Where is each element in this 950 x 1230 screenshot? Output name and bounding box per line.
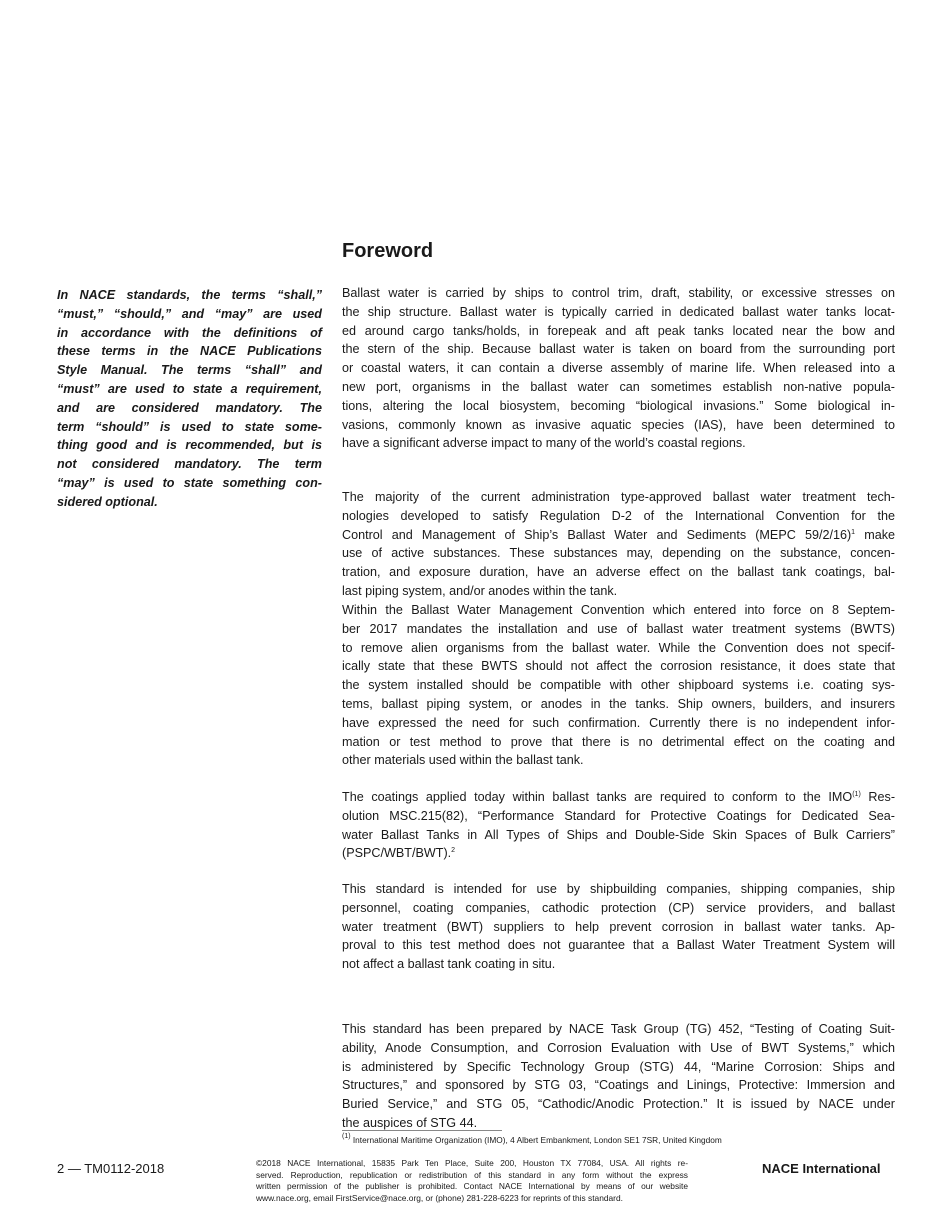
line-text: the ship structure. Ballast water is typically carried in dedicated ballast water tanks locat- bbox=[342, 304, 895, 319]
line-text: Control and Management of Ship’s Ballast Water and Sediments (MEPC 59/2/16) bbox=[342, 527, 852, 542]
text-line bbox=[342, 733, 895, 752]
text-line bbox=[342, 359, 895, 378]
line-text: to remove alien organisms from the ballast water. While the Convention does not specif- bbox=[342, 640, 895, 655]
line-text: This standard is intended for use by shipbuilding companies, shipping companies, ship bbox=[342, 882, 895, 896]
copyright-line: served. Reproduction, republication or redistribution of this standard in any form without the express bbox=[256, 1169, 688, 1180]
text-line bbox=[342, 582, 895, 601]
text-line bbox=[342, 434, 895, 453]
line-text: The majority of the current administration type-approved ballast water treatment tech- bbox=[342, 490, 895, 504]
note-line: Style Manual. The terms “shall” and bbox=[57, 363, 322, 378]
text-line bbox=[342, 416, 895, 435]
text-line bbox=[342, 322, 895, 341]
note-line: “must” are used to state a requirement, bbox=[57, 381, 322, 396]
text-line bbox=[342, 1039, 895, 1058]
line-text: ed around cargo tanks/holds, in forepeak and aft peak tanks located near the bow and bbox=[342, 323, 895, 338]
line-text: is administered by Specific Technology Group (STG) 44, “Marine Corrosion: Ships and bbox=[342, 1059, 895, 1074]
line-text: tration, and exposure duration, have an adverse effect on the ballast tank coatings, bal- bbox=[342, 565, 895, 580]
paragraph-5 bbox=[342, 880, 895, 974]
page-number-label: 2 — TM0112-2018 bbox=[57, 1161, 165, 1176]
terms-note bbox=[57, 286, 322, 512]
line-text: have expressed the need for such confirmation. Currently there is no independent infor- bbox=[342, 715, 895, 730]
text-line bbox=[342, 657, 895, 676]
line-text: water treatment (BWT) suppliers to help prevent corrosion in ballast water tanks. Ap- bbox=[342, 919, 895, 934]
text-line bbox=[342, 488, 895, 507]
paragraph-6 bbox=[342, 1020, 895, 1133]
text-line bbox=[342, 1058, 895, 1077]
text-line bbox=[342, 340, 895, 359]
line-text: (PSPC/WBT/BWT). bbox=[342, 846, 452, 861]
text-line bbox=[342, 695, 895, 714]
text-line bbox=[342, 544, 895, 563]
line-text: Buried Service,” and STG 05, “Cathodic/Anodic Protection.” It is issued by NACE under bbox=[342, 1097, 895, 1112]
line-text: the stern of the ship. Because ballast water is taken on board from the surrounding port bbox=[342, 342, 895, 357]
line-text: not affect a ballast tank coating in situ. bbox=[342, 957, 556, 972]
text-line bbox=[342, 620, 895, 639]
text-line bbox=[342, 880, 895, 899]
footnote-text: International Maritime Organization (IMO), 4 Albert Embankment, London SE1 7SR, United Kingdom bbox=[350, 1135, 722, 1145]
note-line: term “should” is used to state some- bbox=[57, 419, 322, 434]
text-line bbox=[342, 507, 895, 526]
text-line bbox=[342, 601, 895, 620]
line-text: tions, altering the local biosystem, becoming “biological invasions.” Some biological in- bbox=[342, 398, 895, 413]
line-text: personnel, coating companies, cathodic protection (CP) service providers, and ballast bbox=[342, 900, 895, 915]
line-text: mation or test method to prove that there is no detrimental effect on the coating and bbox=[342, 734, 895, 749]
text-line bbox=[342, 378, 895, 397]
copyright-notice bbox=[256, 1158, 688, 1204]
text-line bbox=[342, 899, 895, 918]
text-line bbox=[342, 526, 895, 545]
note-line: not considered mandatory. The term bbox=[57, 457, 322, 472]
note-line: sidered optional. bbox=[57, 494, 158, 509]
line-text: The coatings applied today within ballast tanks are required to conform to the IMO bbox=[342, 790, 853, 804]
line-text: nologies developed to satisfy Regulation D-2 of the International Convention for the bbox=[342, 508, 895, 523]
note-line: thing good and is recommended, but is bbox=[57, 438, 322, 453]
line-text: ically state that these BWTS should not affect the corrosion resistance, it does state that bbox=[342, 659, 895, 674]
line-text: ability, Anode Consumption, and Corrosion Evaluation with Use of BWT Systems,” which bbox=[342, 1040, 895, 1055]
line-text: olution MSC.215(82), “Performance Standard for Protective Coatings for Dedicated Sea- bbox=[342, 808, 895, 823]
line-text: new port, organisms in the ballast water can sometimes establish non-native popula- bbox=[342, 379, 895, 394]
text-line bbox=[342, 1020, 895, 1039]
footnote-divider bbox=[342, 1130, 502, 1131]
line-text: ber 2017 mandates the installation and use of ballast water treatment systems (BWTS) bbox=[342, 621, 895, 636]
text-line bbox=[342, 751, 895, 770]
line-text: other materials used within the ballast tank. bbox=[342, 753, 584, 768]
text-line bbox=[342, 303, 895, 322]
publisher-name: NACE International bbox=[762, 1161, 881, 1176]
line-text: the auspices of STG 44. bbox=[342, 1115, 478, 1130]
text-line bbox=[342, 918, 895, 937]
text-line bbox=[342, 714, 895, 733]
copyright-line: ©2018 NACE International, 15835 Park Ten Place, Suite 200, Houston TX 77084, USA. All rights re- bbox=[256, 1158, 688, 1168]
line-text: water Ballast Tanks in All Types of Ships and Double-Side Skin Spaces of Bulk Carriers” bbox=[342, 827, 895, 842]
text-line bbox=[342, 284, 895, 303]
page-title: Foreword bbox=[342, 240, 434, 262]
copyright-line: written permission of the publisher is prohibited. Contact NACE International by means of our website bbox=[256, 1181, 688, 1192]
text-line bbox=[342, 639, 895, 658]
line-text: tems, ballast piping system, or anodes in the tanks. Ship owners, builders, and insurers bbox=[342, 696, 895, 711]
footnote-reference: 2 bbox=[451, 847, 456, 855]
paragraph-1 bbox=[342, 284, 895, 453]
note-line: “must,” “should,” and “may” are used bbox=[57, 306, 322, 321]
text-line bbox=[342, 1095, 895, 1114]
note-line: in accordance with the definitions of bbox=[57, 325, 322, 340]
line-text: last piping system, and/or anodes within the tank. bbox=[342, 583, 618, 598]
copyright-line: www.nace.org, email FirstService@nace.org, or (phone) 281-228-6223 for reprints of this standard. bbox=[256, 1192, 623, 1203]
line-text: This standard has been prepared by NACE Task Group (TG) 452, “Testing of Coating Suit- bbox=[342, 1022, 895, 1036]
footnote-reference: 1 bbox=[851, 528, 856, 536]
text-line bbox=[342, 826, 895, 845]
text-line bbox=[342, 563, 895, 582]
note-line: these terms in the NACE Publications bbox=[57, 344, 322, 359]
footnote bbox=[342, 1135, 722, 1145]
line-text: Structures,” and sponsored by STG 03, “Coatings and Linings, Protective: Immersion and bbox=[342, 1078, 895, 1093]
line-text: proval to this test method does not guarantee that a Ballast Water Treatment System will bbox=[342, 938, 895, 953]
line-text: Ballast water is carried by ships to control trim, draft, stability, or excessive stresses on bbox=[342, 286, 895, 300]
line-text: make bbox=[855, 527, 895, 542]
line-text: Res- bbox=[860, 790, 896, 804]
note-line: In NACE standards, the terms “shall,” bbox=[57, 288, 322, 302]
paragraph-4 bbox=[342, 788, 895, 863]
text-line bbox=[342, 807, 895, 826]
text-line bbox=[342, 397, 895, 416]
text-line bbox=[342, 844, 895, 863]
line-text: or coastal waters, it can contain a diverse assembly of marine life. When released into a bbox=[342, 361, 895, 376]
line-text: vasions, commonly known as invasive aquatic species (IAS), have been determined to bbox=[342, 417, 895, 432]
line-text: use of active substances. These substances may, depending on the substance, concen- bbox=[342, 546, 895, 561]
line-text: the system installed should be compatible with other shipboard systems i.e. coating sys- bbox=[342, 678, 895, 693]
text-line bbox=[342, 955, 895, 974]
text-line bbox=[342, 936, 895, 955]
footnote-reference: (1) bbox=[852, 791, 861, 798]
footnote-marker: (1) bbox=[342, 1133, 351, 1140]
text-line bbox=[342, 1076, 895, 1095]
paragraph-2 bbox=[342, 488, 895, 601]
line-text: have a significant adverse impact to many of the world’s coastal regions. bbox=[342, 436, 746, 451]
note-line: “may” is used to state something con- bbox=[57, 475, 322, 490]
line-text: Within the Ballast Water Management Convention which entered into force on 8 Septem- bbox=[342, 603, 895, 617]
text-line bbox=[342, 788, 895, 807]
note-line: and are considered mandatory. The bbox=[57, 400, 322, 415]
text-line bbox=[342, 676, 895, 695]
paragraph-3 bbox=[342, 601, 895, 770]
